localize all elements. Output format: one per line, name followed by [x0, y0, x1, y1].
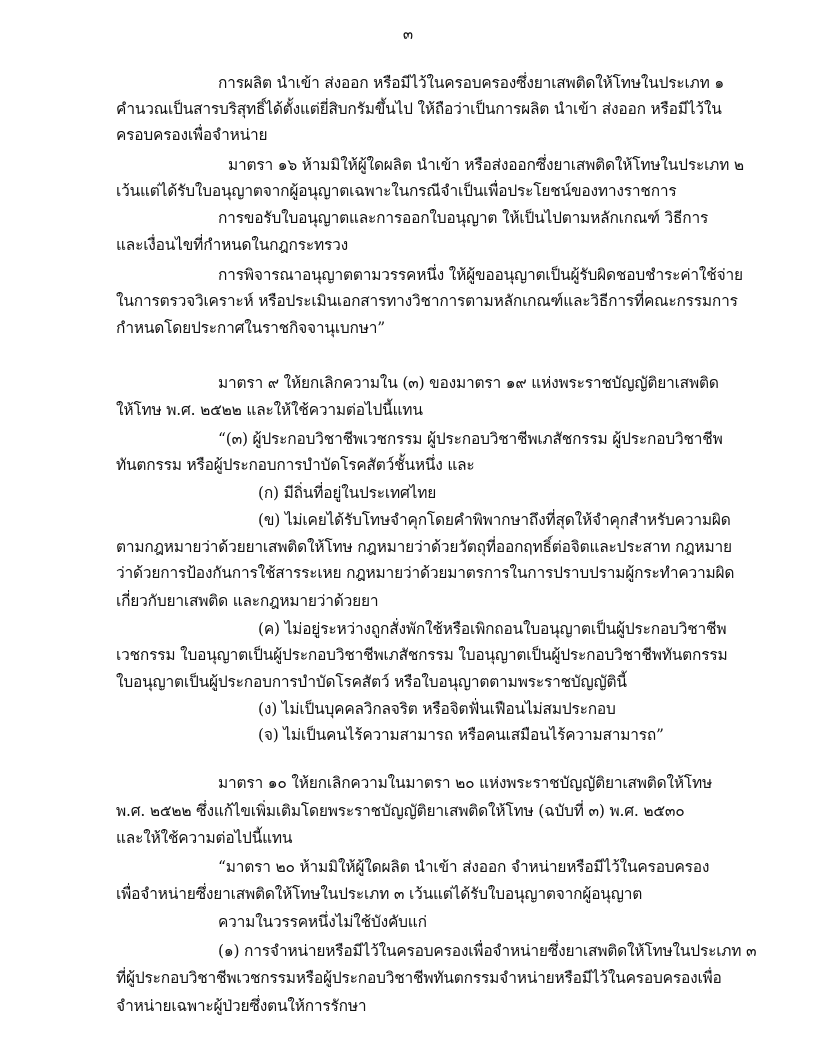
text-line: พ.ศ. ๒๕๒๒ ซึ่งแก้ไขเพิ่มเติมโดยพระราชบัญญัติยาเสพติดให้โทษ (ฉบับที่ ๓) พ.ศ. ๒๕๓๐ — [116, 802, 685, 820]
text-line: การขอรับใบอนุญาตและการออกใบอนุญาต ให้เป็นไปตามหลักเกณฑ์ วิธีการ — [218, 209, 709, 227]
text-line: (ก) มีถิ่นที่อยู่ในประเทศไทย — [258, 484, 437, 502]
text-line: กำหนดโดยประกาศในราชกิจจานุเบกษา” — [116, 319, 385, 337]
text-line: (ค) ไม่อยู่ระหว่างถูกสั่งพักใช้หรือเพิกถอนใบอนุญาตเป็นผู้ประกอบวิชาชีพ — [258, 620, 727, 638]
text-line: มาตรา ๙ ให้ยกเลิกความใน (๓) ของมาตรา ๑๙ แห่งพระราชบัญญัติยาเสพติด — [218, 374, 719, 392]
text-line: เพื่อจำหน่ายซึ่งยาเสพติดให้โทษในประเภท ๓ เว้นแต่ได้รับใบอนุญาตจากผู้อนุญาต — [116, 885, 643, 903]
text-line: ให้โทษ พ.ศ. ๒๕๒๒ และให้ใช้ความต่อไปนี้แทน — [116, 401, 423, 419]
text-line: (ง) ไม่เป็นบุคคลวิกลจริต หรือจิตฟั่นเฟือนไม่สมประกอบ — [258, 700, 616, 718]
text-line: ใบอนุญาตเป็นผู้ประกอบการบำบัดโรคสัตว์ หรือใบอนุญาตตามพระราชบัญญัตินี้ — [116, 673, 627, 691]
text-line: ในการตรวจวิเคราะห์ หรือประเมินเอกสารทางวิชาการตามหลักเกณฑ์และวิธีการที่คณะกรรมการ — [116, 292, 738, 310]
text-line: “(๓) ผู้ประกอบวิชาชีพเวชกรรม ผู้ประกอบวิชาชีพเภสัชกรรม ผู้ประกอบวิชาชีพ — [218, 430, 723, 448]
text-line: มาตรา ๑๐ ให้ยกเลิกความในมาตรา ๒๐ แห่งพระราชบัญญัติยาเสพติดให้โทษ — [218, 774, 713, 792]
text-line: ว่าด้วยการป้องกันการใช้สารระเหย กฎหมายว่าด้วยมาตรการในการปราบปรามผู้กระทำความผิด — [116, 564, 735, 582]
text-line: (๑) การจำหน่ายหรือมีไว้ในครอบครองเพื่อจำหน่ายซึ่งยาเสพติดให้โทษในประเภท ๓ — [218, 942, 757, 960]
text-line: เวชกรรม ใบอนุญาตเป็นผู้ประกอบวิชาชีพเภสัชกรรม ใบอนุญาตเป็นผู้ประกอบวิชาชีพทันตกรรม — [116, 646, 728, 664]
text-line: ทันตกรรม หรือผู้ประกอบการบำบัดโรคสัตว์ชั้นหนึ่ง และ — [116, 456, 475, 474]
text-line: เกี่ยวกับยาเสพติด และกฎหมายว่าด้วยยา — [116, 592, 379, 610]
text-line: เว้นแต่ได้รับใบอนุญาตจากผู้อนุญาตเฉพาะในกรณีจำเป็นเพื่อประโยชน์ของทางราชการ — [116, 182, 677, 200]
text-line: การพิจารณาอนุญาตตามวรรคหนึ่ง ให้ผู้ขออนุญาตเป็นผู้รับผิดชอบชำระค่าใช้จ่าย — [218, 266, 743, 284]
text-line: ที่ผู้ประกอบวิชาชีพเวชกรรมหรือผู้ประกอบวิชาชีพทันตกรรมจำหน่ายหรือมีไว้ในครอบครองเพื่อ — [116, 969, 722, 987]
text-line: และให้ใช้ความต่อไปนี้แทน — [116, 829, 293, 847]
text-line: ตามกฎหมายว่าด้วยยาเสพติดให้โทษ กฎหมายว่าด้วยวัตถุที่ออกฤทธิ์ต่อจิตและประสาท กฎหมาย — [116, 538, 732, 556]
text-line: คำนวณเป็นสารบริสุทธิ์ได้ตั้งแต่ยี่สิบกรัมขึ้นไป ให้ถือว่าเป็นการผลิต นำเข้า ส่งออก หรือมีไว้ใน — [116, 100, 722, 118]
text-line: และเงื่อนไขที่กำหนดในกฎกระทรวง — [116, 236, 348, 254]
text-line: ครอบครองเพื่อจำหน่าย — [116, 126, 268, 144]
text-line: (ข) ไม่เคยได้รับโทษจำคุกโดยคำพิพากษาถึงที่สุดให้จำคุกสำหรับความผิด — [258, 511, 731, 529]
text-line: จำหน่ายเฉพาะผู้ป่วยซึ่งตนให้การรักษา — [116, 997, 367, 1015]
text-line: มาตรา ๑๖ ห้ามมิให้ผู้ใดผลิต นำเข้า หรือส่งออกซึ่งยาเสพติดให้โทษในประเภท ๒ — [228, 156, 744, 174]
text-line: ความในวรรคหนึ่งไม่ใช้บังคับแก่ — [218, 913, 427, 931]
text-line: (จ) ไม่เป็นคนไร้ความสามารถ หรือคนเสมือนไร้ความสามารถ” — [258, 726, 664, 744]
page-number: ๓ — [402, 25, 414, 43]
text-line: การผลิต นำเข้า ส่งออก หรือมีไว้ในครอบครองซึ่งยาเสพติดให้โทษในประเภท ๑ — [218, 74, 724, 92]
text-line: “มาตรา ๒๐ ห้ามมิให้ผู้ใดผลิต นำเข้า ส่งออก จำหน่ายหรือมีไว้ในครอบครอง — [218, 858, 710, 876]
